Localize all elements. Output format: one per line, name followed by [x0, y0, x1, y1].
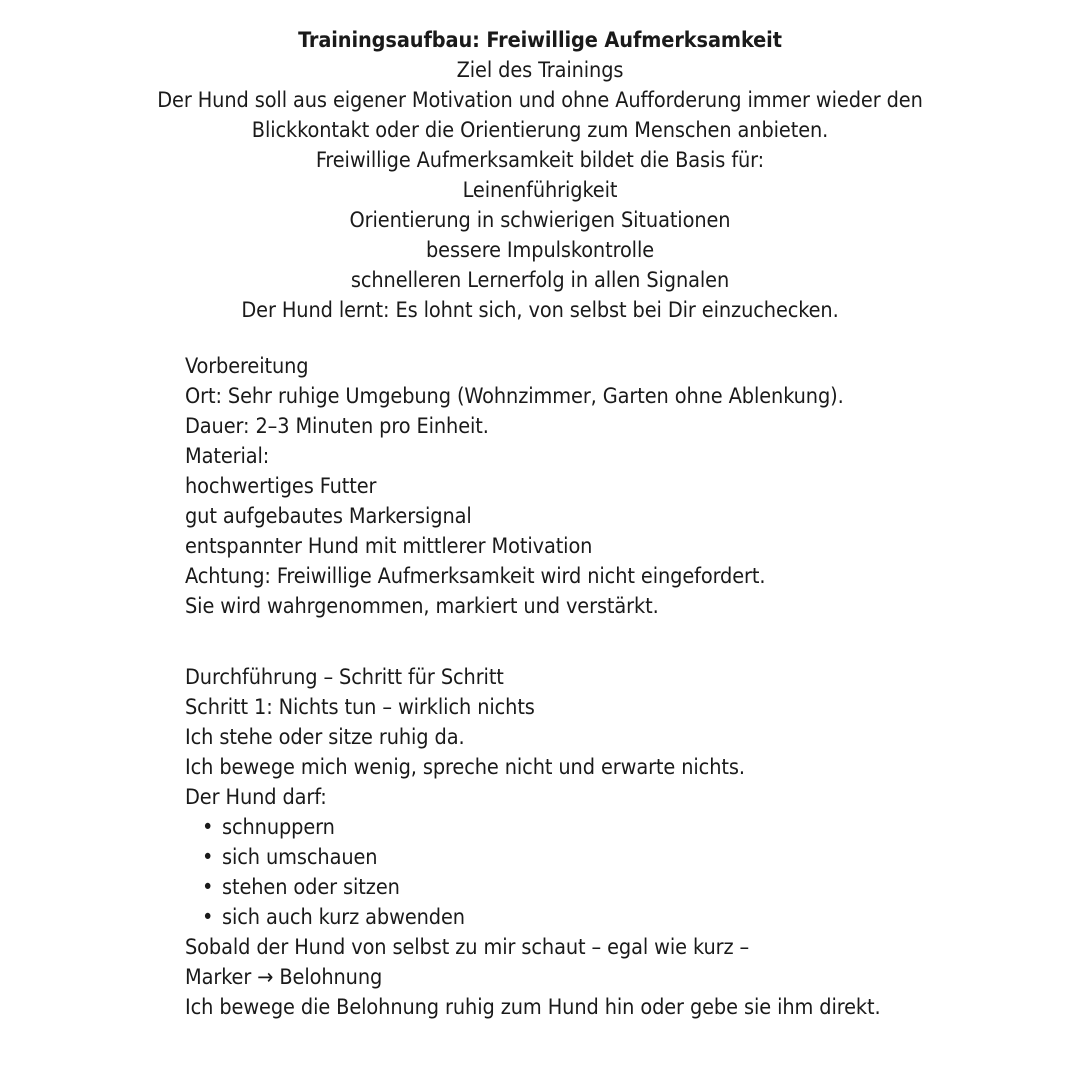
durchfuehrung-line-marker-reward: Marker → Belohnung	[185, 965, 383, 990]
intro-line-basis-2: Orientierung in schwierigen Situationen	[349, 208, 731, 233]
bullet-icon: •	[202, 875, 214, 900]
durchfuehrung-line-2: Ich bewege mich wenig, spreche nicht und erwarte nichts.	[185, 755, 745, 780]
list-item	[185, 873, 985, 903]
durchfuehrung-line-4: Sobald der Hund von selbst zu mir schaut – egal wie kurz –	[185, 935, 750, 960]
durchfuehrung-line-3: Der Hund darf:	[185, 785, 327, 810]
intro-subtitle: Ziel des Trainings	[456, 58, 624, 83]
list-item-label: stehen oder sitzen	[222, 875, 400, 900]
vorbereitung-line-achtung-2: Sie wird wahrgenommen, markiert und verstärkt.	[185, 594, 659, 619]
list-item	[185, 813, 985, 843]
section-durchfuehrung	[185, 663, 985, 1023]
intro-line-conclusion: Der Hund lernt: Es lohnt sich, von selbst bei Dir einzuchecken.	[241, 298, 839, 323]
intro-line-basis-1: Leinenführigkeit	[462, 178, 618, 203]
vorbereitung-line-ort: Ort: Sehr ruhige Umgebung (Wohnzimmer, Garten ohne Ablenkung).	[185, 384, 844, 409]
intro-line-goal-2: Blickkontakt oder die Orientierung zum Menschen anbieten.	[251, 118, 829, 143]
list-item-label: sich auch kurz abwenden	[222, 905, 465, 930]
list-item-label: sich umschauen	[222, 845, 378, 870]
vorbereitung-line-material: Material:	[185, 444, 270, 469]
durchfuehrung-line-1: Ich stehe oder sitze ruhig da.	[185, 725, 465, 750]
vorbereitung-line-material-1: hochwertiges Futter	[185, 474, 377, 499]
durchfuehrung-line-5: Ich bewege die Belohnung ruhig zum Hund hin oder gebe sie ihm direkt.	[185, 995, 881, 1020]
bullet-icon: •	[202, 905, 214, 930]
vorbereitung-heading: Vorbereitung	[185, 354, 309, 379]
vorbereitung-line-material-3: entspannter Hund mit mittlerer Motivation	[185, 534, 593, 559]
list-item	[185, 843, 985, 873]
intro-line-basis-4: schnelleren Lernerfolg in allen Signalen	[350, 268, 730, 293]
list-item-label: schnuppern	[222, 815, 335, 840]
intro-block	[100, 26, 980, 326]
intro-line-basis-heading: Freiwillige Aufmerksamkeit bildet die Basis für:	[315, 148, 765, 173]
intro-line-goal-1: Der Hund soll aus eigener Motivation und ohne Aufforderung immer wieder den	[157, 88, 923, 113]
allowed-behaviours-list	[185, 813, 985, 933]
section-vorbereitung	[185, 352, 985, 622]
vorbereitung-line-achtung: Achtung: Freiwillige Aufmerksamkeit wird nicht eingefordert.	[185, 564, 766, 589]
bullet-icon: •	[202, 845, 214, 870]
page-title: Trainingsaufbau: Freiwillige Aufmerksamkeit	[298, 28, 782, 53]
durchfuehrung-heading: Durchführung – Schritt für Schritt	[185, 665, 504, 690]
list-item	[185, 903, 985, 933]
intro-line-basis-3: bessere Impulskontrolle	[425, 238, 655, 263]
durchfuehrung-step-heading: Schritt 1: Nichts tun – wirklich nichts	[185, 695, 535, 720]
vorbereitung-line-material-2: gut aufgebautes Markersignal	[185, 504, 472, 529]
bullet-icon: •	[202, 815, 214, 840]
vorbereitung-line-dauer: Dauer: 2–3 Minuten pro Einheit.	[185, 414, 489, 439]
